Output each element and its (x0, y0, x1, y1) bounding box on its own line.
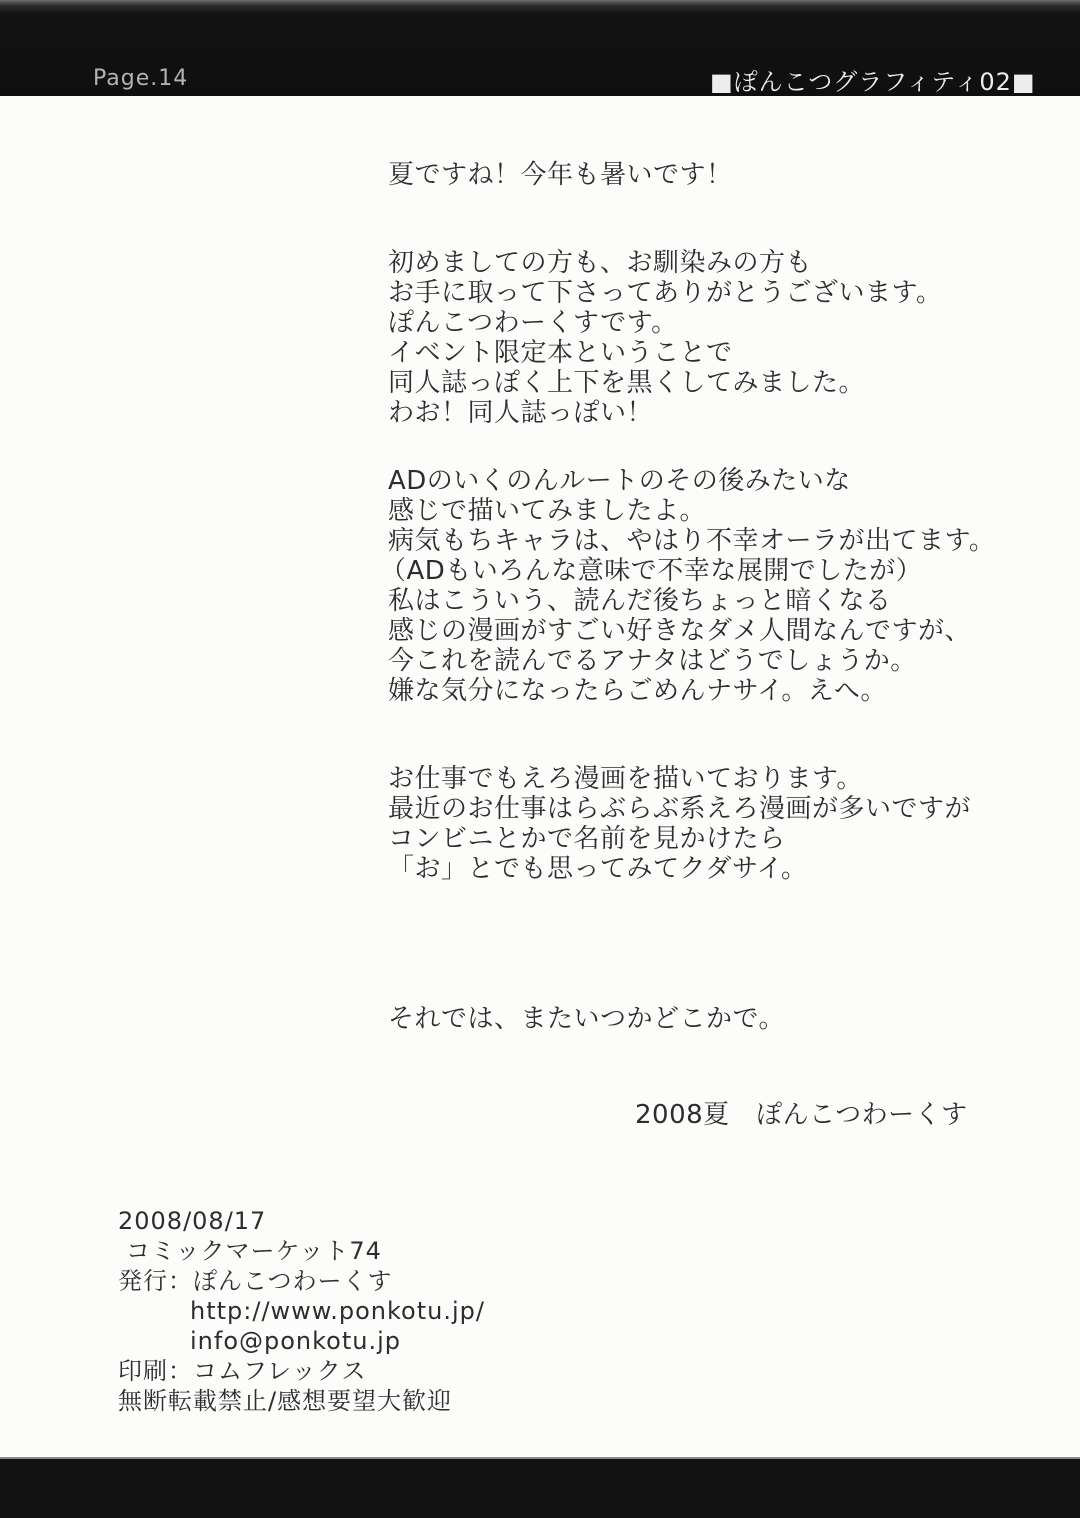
body-text-line: 初めましての方も、お馴染みの方も (388, 248, 813, 278)
body-text-line: お手に取って下さってありがとうございます。 (388, 278, 943, 308)
book-title-label: ■ぽんこつグラフィティ02■ (710, 68, 1036, 96)
body-text-line: 感じの漫画がすごい好きなダメ人間なんですが、 (388, 616, 972, 646)
colophon-event: コミックマーケット74 (126, 1237, 382, 1265)
body-text-line: イベント限定本ということで (388, 338, 733, 368)
body-text-line: 今これを読んでるアナタはどうでしょうか。 (388, 646, 917, 676)
colophon-email: info@ponkotu.jp (190, 1327, 402, 1355)
body-text-line: 夏ですね！今年も暑いです！ (388, 160, 733, 190)
top-black-band (0, 0, 1080, 96)
paragraph-farewell (388, 1004, 785, 1034)
body-text-line: コンビニとかで名前を見かけたら (388, 824, 786, 854)
paragraph-intro (388, 248, 942, 428)
body-text-line: 「お」とでも思ってみてクダサイ。 (388, 854, 808, 884)
body-text-line: （ADもいろんな意味で不幸な展開でしたが） (380, 556, 923, 586)
page-number-label: Page.14 (93, 66, 189, 91)
body-text-line: お仕事でもえろ漫画を描いております。 (388, 764, 863, 794)
body-text-line: 病気もちキャラは、やはり不幸オーラが出てます。 (388, 526, 996, 556)
body-text-line: 同人誌っぽく上下を黒くしてみました。 (388, 368, 866, 398)
colophon-website: http://www.ponkotu.jp/ (190, 1297, 485, 1325)
colophon-publisher: 発行：ぽんこつわーくす (118, 1267, 393, 1295)
colophon-block (118, 1206, 485, 1416)
paragraph-work-notes (388, 764, 971, 884)
body-text-line: ADのいくのんルートのその後みたいな (388, 466, 851, 496)
paragraph-greeting (388, 160, 733, 190)
body-text-line: 感じで描いてみましたよ。 (388, 496, 707, 526)
paragraph-story-notes (380, 466, 996, 706)
colophon-printer: 印刷：コムフレックス (118, 1357, 367, 1385)
colophon-notice: 無断転載禁止/感想要望大歓迎 (118, 1387, 453, 1415)
body-text-line: ぽんこつわーくすです。 (388, 308, 678, 338)
body-text-line: それでは、またいつかどこかで。 (388, 1004, 785, 1034)
body-text-line: 嫌な気分になったらごめんナサイ。えへ。 (388, 676, 887, 706)
body-text-line: 私はこういう、読んだ後ちょっと暗くなる (388, 586, 892, 616)
body-text-line: わお！同人誌っぽい！ (388, 398, 654, 428)
bottom-black-band (0, 1457, 1080, 1518)
signature-line: 2008夏 ぽんこつわーくす (635, 1100, 968, 1130)
body-text-line: 最近のお仕事はらぶらぶ系えろ漫画が多いですが (388, 794, 972, 824)
colophon-date: 2008/08/17 (118, 1207, 267, 1235)
